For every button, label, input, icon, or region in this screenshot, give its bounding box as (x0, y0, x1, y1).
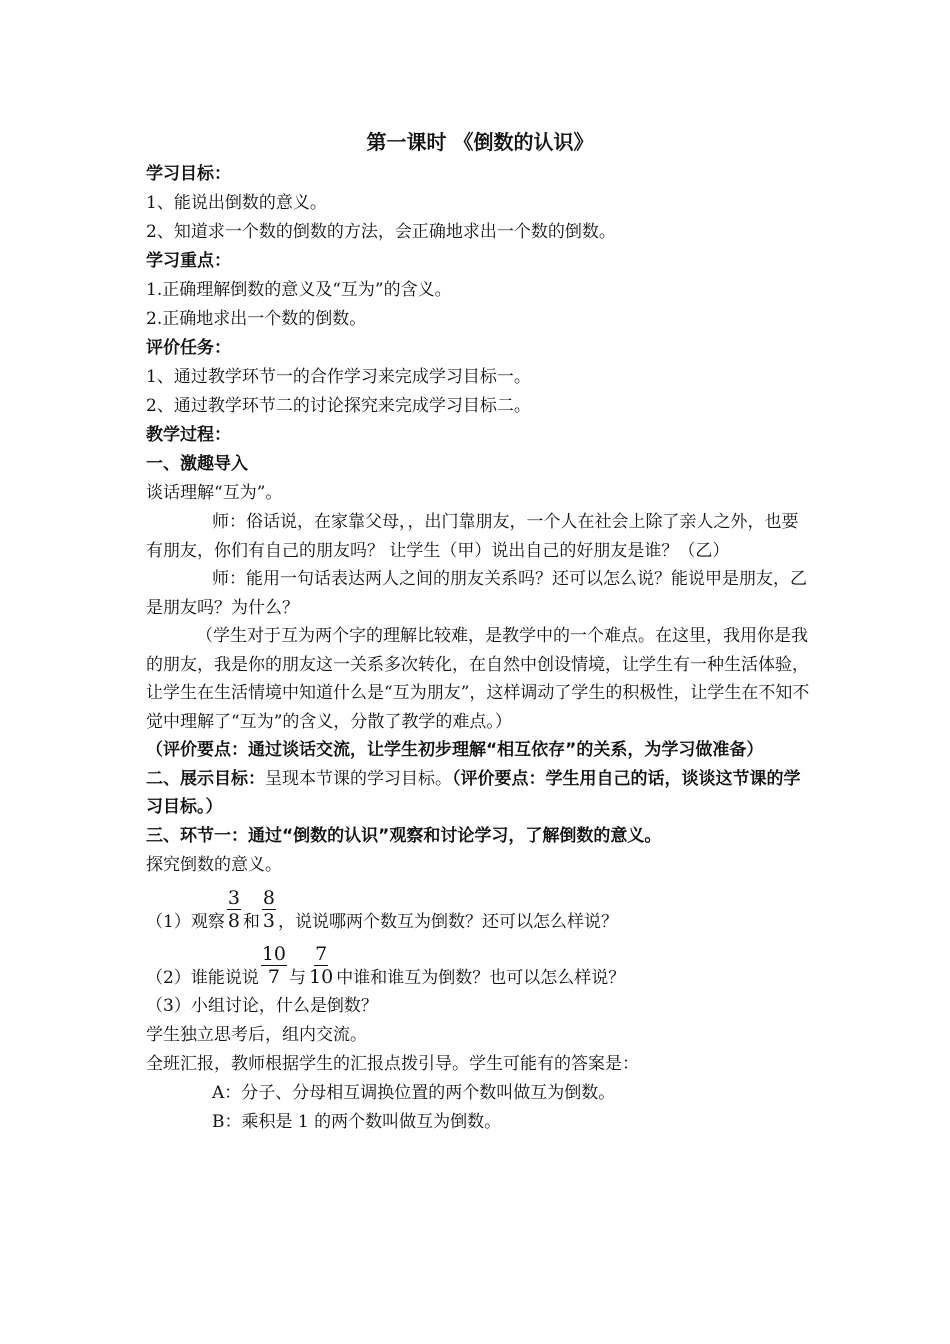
question-1-prefix: （1）观察 (146, 911, 225, 932)
step3-heading: 三、环节一：通过“倒数的认识”观察和讨论学习，了解倒数的意义。 (146, 825, 662, 846)
question-3: （3）小组讨论，什么是倒数？ (146, 995, 378, 1016)
focus-item-1: 1.正确理解倒数的意义及“互为”的含义。 (146, 280, 452, 300)
process-heading: 教学过程： (146, 425, 231, 445)
question-1 (146, 880, 814, 936)
question-2-prefix: （2）谁能说说 (146, 967, 259, 988)
fraction-8-3 (262, 887, 276, 932)
focus-heading: 学习重点： (146, 251, 231, 271)
question-2-suffix: 中谁和谁互为倒数？也可以怎么样说？ (336, 967, 626, 988)
answer-a: A：分子、分母相互调换位置的两个数叫做互为倒数。 (212, 1082, 616, 1103)
question-1-suffix: ，说说哪两个数互为倒数？还可以怎么样说？ (278, 911, 619, 932)
task-item-1: 1、通过教学环节一的合作学习来完成学习目标一。 (146, 367, 531, 387)
goals-heading: 学习目标： (146, 164, 231, 184)
question-2 (146, 936, 814, 992)
answer-b: B：乘积是 1 的两个数叫做互为倒数。 (212, 1111, 502, 1132)
question-1-and: 和 (242, 911, 260, 932)
step1-intro: 谈话理解“互为”。 (146, 483, 283, 503)
question-2-with: 与 (289, 967, 307, 988)
report-line: 全班汇报，教师根据学生的汇报点拨引导。学生可能有的答案是： (146, 1053, 639, 1074)
teaching-note: （学生对于互为两个字的理解比较难，是教学中的一个难点。在这里，我用你是我的朋友，我是你的朋友这一关系多次转化，在自然中创设情境，让学生有一种生活体验，让学生在生活情境中知道什么是“互为朋友”，这样调动了学生的积极性，让学生在不知不觉中理解了“互为”的含义，分散了教学的难点。） (146, 626, 810, 732)
evaluation-point-1: （评价要点：通过谈话交流，让学生初步理解“相互依存”的关系，为学习做准备） (146, 740, 764, 760)
step1-heading: 一、激趣导入 (146, 454, 248, 474)
focus-item-2: 2.正确地求出一个数的倒数。 (146, 309, 367, 329)
step2-evaluation: （评价要点：学生用自己的话，谈谈这节课的学习目标。） (146, 768, 801, 817)
goal-item-1: 1、能说出倒数的意义。 (146, 193, 327, 213)
goal-item-2: 2、知道求一个数的倒数的方法，会正确地求出一个数的倒数。 (146, 222, 616, 242)
fraction-denominator: 7 (267, 965, 280, 988)
document-page (146, 126, 814, 1137)
fraction-7-10 (308, 943, 334, 988)
fraction-numerator: 8 (262, 886, 276, 909)
fraction-denominator: 3 (262, 909, 276, 932)
fraction-10-7 (261, 943, 287, 988)
fraction-numerator: 10 (261, 942, 287, 965)
teacher-paragraph-1: 师：俗话说，在家靠父母，，出门靠朋友，一个人在社会上除了亲人之外，也要有朋友，你们有自己的朋友吗？ 让学生（甲）说出自己的好朋友是谁？（乙） (146, 512, 799, 561)
step2-heading: 二、展示目标： (146, 768, 265, 789)
fraction-numerator: 3 (227, 886, 240, 909)
fraction-denominator: 8 (227, 909, 240, 932)
think-line: 学生独立思考后，组内交流。 (146, 1024, 367, 1045)
fraction-3-8 (227, 887, 241, 932)
fraction-denominator: 10 (309, 965, 334, 988)
tasks-heading: 评价任务： (146, 338, 231, 358)
page-title: 第一课时 《倒数的认识》 (366, 130, 594, 154)
step2-line (146, 765, 814, 822)
explore-line: 探究倒数的意义。 (146, 854, 282, 875)
teacher-paragraph-2: 师：能用一句话表达两人之间的朋友关系吗？还可以怎么说？能说甲是朋友，乙是朋友吗？为什么？ (146, 569, 807, 618)
task-item-2: 2、通过教学环节二的讨论探究来完成学习目标二。 (146, 396, 531, 416)
fraction-numerator: 7 (315, 942, 328, 965)
step2-text: 呈现本节课的学习目标。 (265, 768, 452, 789)
